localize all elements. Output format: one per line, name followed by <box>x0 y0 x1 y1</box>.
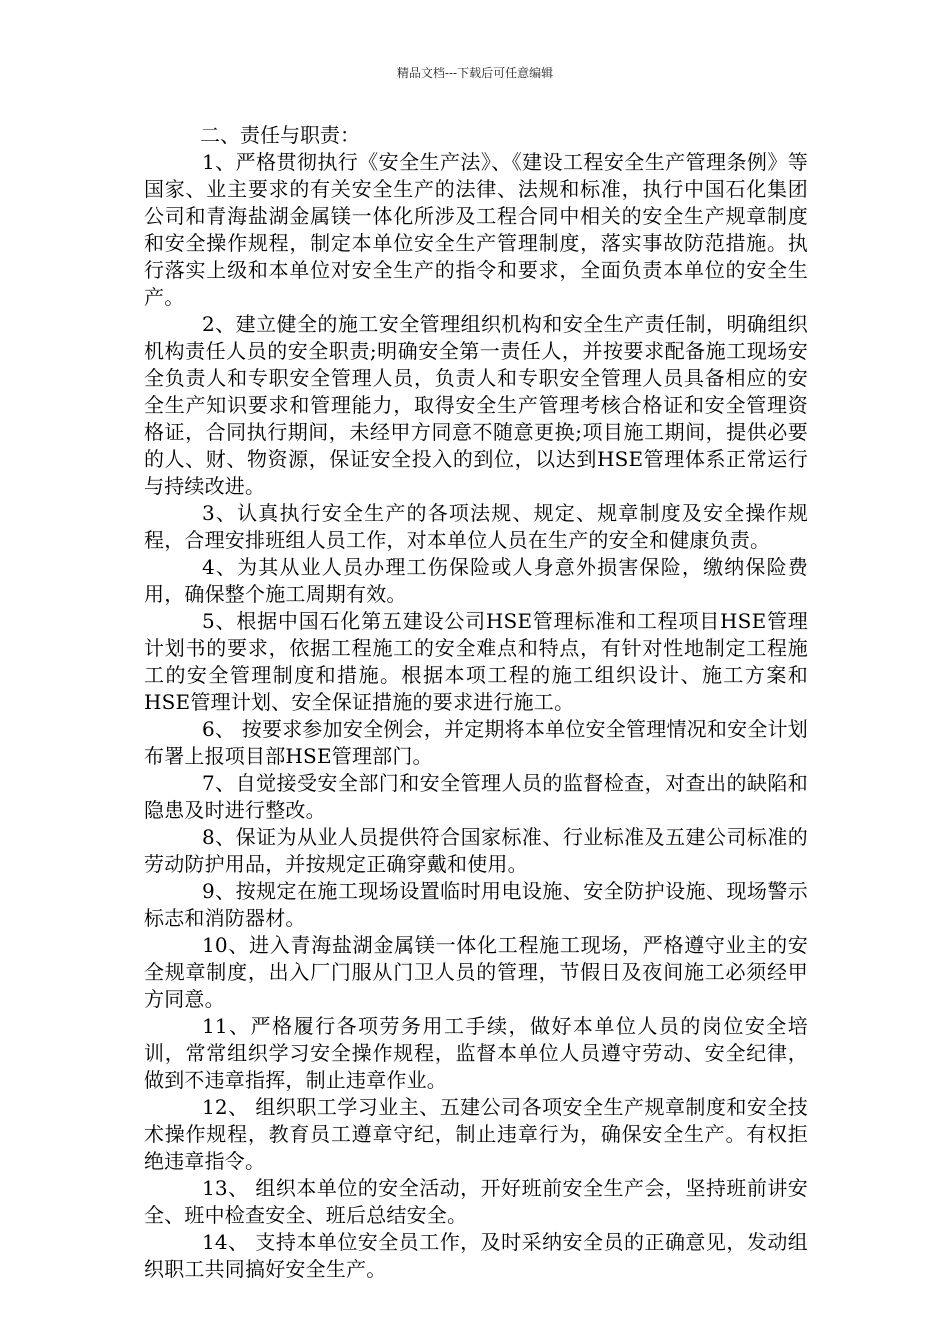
clause-7: 7、自觉接受安全部门和安全管理人员的监督检查，对查出的缺陷和隐患及时进行整改。 <box>144 771 808 822</box>
clause-11: 11、严格履行各项劳务用工手续，做好本单位人员的岗位安全培训，常常组织学习安全操作规程，监督本单位人员遵守劳动、安全纪律，做到不违章指挥，制止违章作业。 <box>144 1014 808 1092</box>
clause-5: 5、根据中国石化第五建设公司HSE管理标准和工程项目HSE管理计划书的要求，依据工程施工的安全难点和特点，有针对性地制定工程施工的安全管理制度和措施。根据本项工程的施工组织设计、施工方案和HSE管理计划、安全保证措施的要求进行施工。 <box>144 609 808 714</box>
clause-2: 2、建立健全的施工安全管理组织机构和安全生产责任制，明确组织机构责任人员的安全职责;明确安全第一责任人，并按要求配备施工现场安全负责人和专职安全管理人员，负责人和专职安全管理人员具备相应的安全生产知识要求和管理能力，取得安全生产管理考核合格证和安全管理资格证，合同执行期间，未经甲方同意不随意更换;项目施工期间，提供必要的人、财、物资源，保证安全投入的到位，以达到HSE管理体系正常运行与持续改进。 <box>144 312 808 498</box>
clause-10: 10、进入青海盐湖金属镁一体化工程施工现场，严格遵守业主的安全规章制度，出入厂门服从门卫人员的管理，节假日及夜间施工必须经甲方同意。 <box>144 933 808 1011</box>
clause-6: 6、 按要求参加安全例会，并定期将本单位安全管理情况和安全计划布署上报项目部HSE管理部门。 <box>144 717 808 768</box>
clause-12: 12、 组织职工学习业主、五建公司各项安全生产规章制度和安全技术操作规程，教育员工遵章守纪，制止违章行为，确保安全生产。有权拒绝违章指令。 <box>144 1095 808 1173</box>
section-heading: 二、责任与职责： <box>200 123 360 147</box>
clause-9: 9、按规定在施工现场设置临时用电设施、安全防护设施、现场警示标志和消防器材。 <box>144 879 808 930</box>
clause-8: 8、保证为从业人员提供符合国家标准、行业标准及五建公司标准的劳动防护用品，并按规定正确穿戴和使用。 <box>144 825 808 876</box>
clause-14: 14、 支持本单位安全员工作，及时采纳安全员的正确意见，发动组织职工共同搞好安全生产。 <box>144 1230 808 1281</box>
clause-4: 4、为其从业人员办理工伤保险或人身意外损害保险，缴纳保险费用，确保整个施工周期有效。 <box>144 555 808 606</box>
page-header: 精品文档---下载后可任意编辑 <box>396 66 554 80</box>
clause-13: 13、 组织本单位的安全活动，开好班前安全生产会，坚持班前讲安全、班中检查安全、班后总结安全。 <box>144 1176 808 1227</box>
clause-1: 1、严格贯彻执行《安全生产法》、《建设工程安全生产管理条例》等国家、业主要求的有关安全生产的法律、法规和标准，执行中国石化集团公司和青海盐湖金属镁一体化所涉及工程合同中相关的安全生产规章制度和安全操作规程，制定本单位安全生产管理制度，落实事故防范措施。执行落实上级和本单位对安全生产的指令和要求，全面负责本单位的安全生产。 <box>144 150 808 309</box>
document-body <box>144 122 808 1283</box>
clause-3: 3、认真执行安全生产的各项法规、规定、规章制度及安全操作规程，合理安排班组人员工作，对本单位人员在生产的安全和健康负责。 <box>144 501 808 552</box>
